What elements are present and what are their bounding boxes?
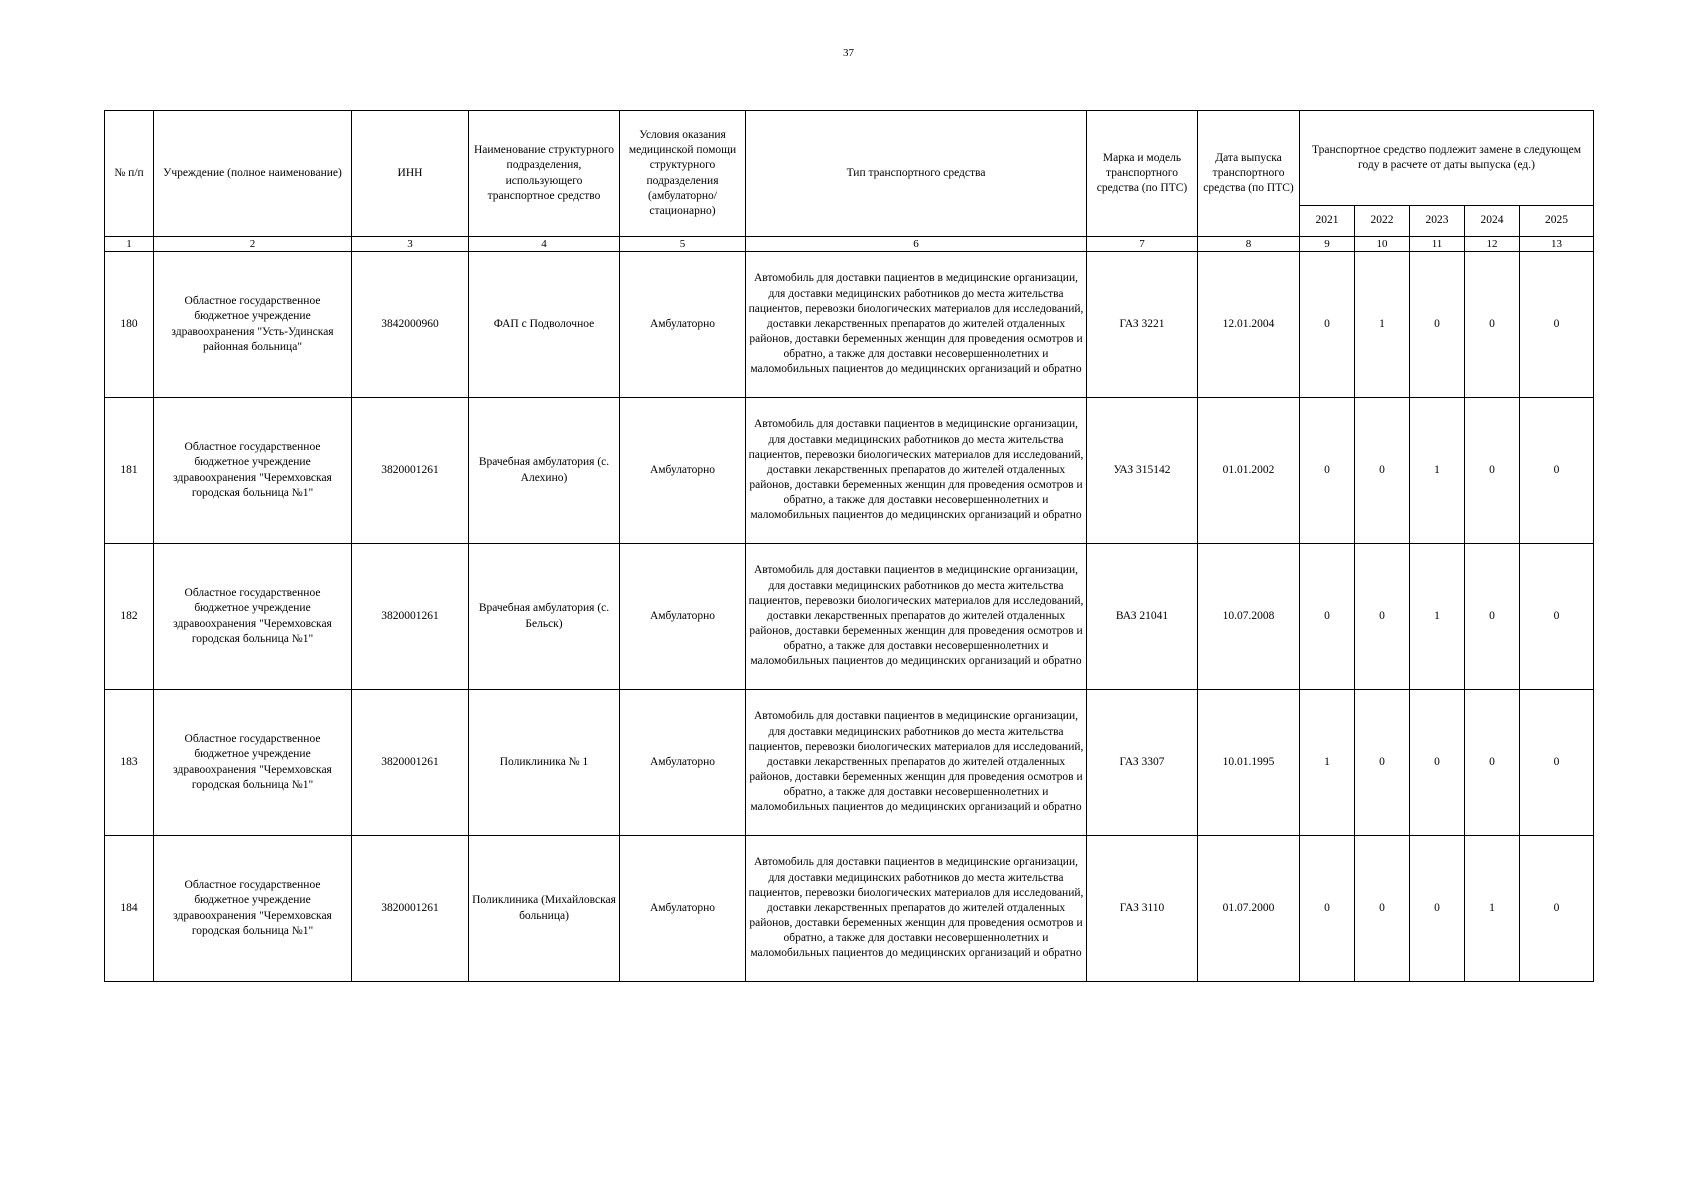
cell-subdivision: Врачебная амбулатория (с. Бельск): [469, 544, 620, 690]
cell-year-2021: 0: [1300, 544, 1355, 690]
cell-year-2024: 0: [1465, 690, 1520, 836]
cell-inn: 3820001261: [352, 544, 469, 690]
cell-num: 180: [105, 252, 154, 398]
cell-model: УАЗ 315142: [1087, 398, 1198, 544]
header-replacement: Транспортное средство подлежит замене в следующем году в расчете от даты выпуска (ед.): [1300, 111, 1594, 206]
cell-year-2022: 0: [1355, 690, 1410, 836]
cell-inn: 3842000960: [352, 252, 469, 398]
column-index: 2: [154, 237, 352, 252]
cell-vehicle-type: Автомобиль для доставки пациентов в медицинские организации, для доставки медицинских работников до места жительства пациентов, перевозки биологических материалов для исследований, доставки лекарственных препаратов до жителей отдаленных районов, доставки беременных женщин для проведения осмотров и обратно, а также для доставки несовершеннолетних и маломобильных пациентов до медицинских организаций и обратно: [746, 544, 1087, 690]
cell-model: ГАЗ 3307: [1087, 690, 1198, 836]
cell-institution: Областное государственное бюджетное учреждение здравоохранения "Усть-Удинская районная больница": [154, 252, 352, 398]
cell-year-2021: 1: [1300, 690, 1355, 836]
header-num: № п/п: [105, 111, 154, 237]
cell-institution: Областное государственное бюджетное учреждение здравоохранения "Черемховская городская больница №1": [154, 836, 352, 982]
cell-inn: 3820001261: [352, 836, 469, 982]
cell-year-2022: 0: [1355, 398, 1410, 544]
cell-year-2022: 0: [1355, 836, 1410, 982]
header-year: 2024: [1465, 206, 1520, 237]
column-index: 13: [1520, 237, 1594, 252]
cell-subdivision: Врачебная амбулатория (с. Алехино): [469, 398, 620, 544]
cell-year-2021: 0: [1300, 252, 1355, 398]
cell-subdivision: Поликлиника (Михайловская больница): [469, 836, 620, 982]
cell-model: ГАЗ 3110: [1087, 836, 1198, 982]
cell-vehicle-type: Автомобиль для доставки пациентов в медицинские организации, для доставки медицинских работников до места жительства пациентов, перевозки биологических материалов для исследований, доставки лекарственных препаратов до жителей отдаленных районов, доставки беременных женщин для проведения осмотров и обратно, а также для доставки несовершеннолетних и маломобильных пациентов до медицинских организаций и обратно: [746, 836, 1087, 982]
header-model: Марка и модель транспортного средства (по ПТС): [1087, 111, 1198, 237]
page-number: 37: [843, 47, 854, 59]
column-index: 5: [620, 237, 746, 252]
table-row: [105, 398, 1594, 544]
column-index: 11: [1410, 237, 1465, 252]
cell-conditions: Амбулаторно: [620, 252, 746, 398]
column-index: 10: [1355, 237, 1410, 252]
cell-year-2024: 1: [1465, 836, 1520, 982]
cell-inn: 3820001261: [352, 398, 469, 544]
cell-year-2023: 0: [1410, 836, 1465, 982]
cell-year-2022: 0: [1355, 544, 1410, 690]
cell-year-2021: 0: [1300, 836, 1355, 982]
vehicle-replacement-table: [104, 110, 1594, 982]
cell-institution: Областное государственное бюджетное учреждение здравоохранения "Черемховская городская больница №1": [154, 544, 352, 690]
column-index: 12: [1465, 237, 1520, 252]
cell-num: 184: [105, 836, 154, 982]
cell-vehicle-type: Автомобиль для доставки пациентов в медицинские организации, для доставки медицинских работников до места жительства пациентов, перевозки биологических материалов для исследований, доставки лекарственных препаратов до жителей отдаленных районов, доставки беременных женщин для проведения осмотров и обратно, а также для доставки несовершеннолетних и маломобильных пациентов до медицинских организаций и обратно: [746, 690, 1087, 836]
header-vehicle-type: Тип транспортного средства: [746, 111, 1087, 237]
cell-num: 181: [105, 398, 154, 544]
cell-year-2024: 0: [1465, 252, 1520, 398]
cell-year-2025: 0: [1520, 690, 1594, 836]
header-inn: ИНН: [352, 111, 469, 237]
cell-year-2023: 1: [1410, 398, 1465, 544]
cell-institution: Областное государственное бюджетное учреждение здравоохранения "Черемховская городская больница №1": [154, 398, 352, 544]
header-year: 2023: [1410, 206, 1465, 237]
cell-conditions: Амбулаторно: [620, 690, 746, 836]
table-row: [105, 544, 1594, 690]
cell-subdivision: Поликлиника № 1: [469, 690, 620, 836]
column-index-row: [105, 237, 1594, 252]
cell-release-date: 12.01.2004: [1198, 252, 1300, 398]
cell-institution: Областное государственное бюджетное учреждение здравоохранения "Черемховская городская больница №1": [154, 690, 352, 836]
cell-subdivision: ФАП с Подволочное: [469, 252, 620, 398]
header-release-date: Дата выпуска транспортного средства (по ПТС): [1198, 111, 1300, 237]
cell-year-2024: 0: [1465, 544, 1520, 690]
cell-model: ВАЗ 21041: [1087, 544, 1198, 690]
column-index: 9: [1300, 237, 1355, 252]
cell-release-date: 10.01.1995: [1198, 690, 1300, 836]
table-row: [105, 690, 1594, 836]
column-index: 1: [105, 237, 154, 252]
cell-num: 182: [105, 544, 154, 690]
column-index: 4: [469, 237, 620, 252]
table-row: [105, 836, 1594, 982]
header-row: [105, 111, 1594, 206]
cell-year-2024: 0: [1465, 398, 1520, 544]
column-index: 6: [746, 237, 1087, 252]
cell-year-2023: 0: [1410, 690, 1465, 836]
header-conditions: Условия оказания медицинской помощи структурного подразделения (амбулаторно/стационарно): [620, 111, 746, 237]
cell-num: 183: [105, 690, 154, 836]
cell-year-2025: 0: [1520, 544, 1594, 690]
cell-year-2023: 1: [1410, 544, 1465, 690]
cell-release-date: 01.01.2002: [1198, 398, 1300, 544]
cell-year-2025: 0: [1520, 398, 1594, 544]
cell-conditions: Амбулаторно: [620, 398, 746, 544]
column-index: 7: [1087, 237, 1198, 252]
cell-year-2022: 1: [1355, 252, 1410, 398]
header-year: 2025: [1520, 206, 1594, 237]
header-year: 2022: [1355, 206, 1410, 237]
cell-vehicle-type: Автомобиль для доставки пациентов в медицинские организации, для доставки медицинских работников до места жительства пациентов, перевозки биологических материалов для исследований, доставки лекарственных препаратов до жителей отдаленных районов, доставки беременных женщин для проведения осмотров и обратно, а также для доставки несовершеннолетних и маломобильных пациентов до медицинских организаций и обратно: [746, 398, 1087, 544]
cell-year-2023: 0: [1410, 252, 1465, 398]
cell-inn: 3820001261: [352, 690, 469, 836]
cell-model: ГАЗ 3221: [1087, 252, 1198, 398]
cell-conditions: Амбулаторно: [620, 544, 746, 690]
cell-release-date: 10.07.2008: [1198, 544, 1300, 690]
cell-year-2025: 0: [1520, 836, 1594, 982]
table-row: [105, 252, 1594, 398]
column-index: 8: [1198, 237, 1300, 252]
cell-vehicle-type: Автомобиль для доставки пациентов в медицинские организации, для доставки медицинских работников до места жительства пациентов, перевозки биологических материалов для исследований, доставки лекарственных препаратов до жителей отдаленных районов, доставки беременных женщин для проведения осмотров и обратно, а также для доставки несовершеннолетних и маломобильных пациентов до медицинских организаций и обратно: [746, 252, 1087, 398]
header-institution: Учреждение (полное наименование): [154, 111, 352, 237]
header-year: 2021: [1300, 206, 1355, 237]
cell-year-2021: 0: [1300, 398, 1355, 544]
cell-release-date: 01.07.2000: [1198, 836, 1300, 982]
header-subdivision: Наименование структурного подразделения, использующего транспортное средство: [469, 111, 620, 237]
column-index: 3: [352, 237, 469, 252]
cell-year-2025: 0: [1520, 252, 1594, 398]
cell-conditions: Амбулаторно: [620, 836, 746, 982]
